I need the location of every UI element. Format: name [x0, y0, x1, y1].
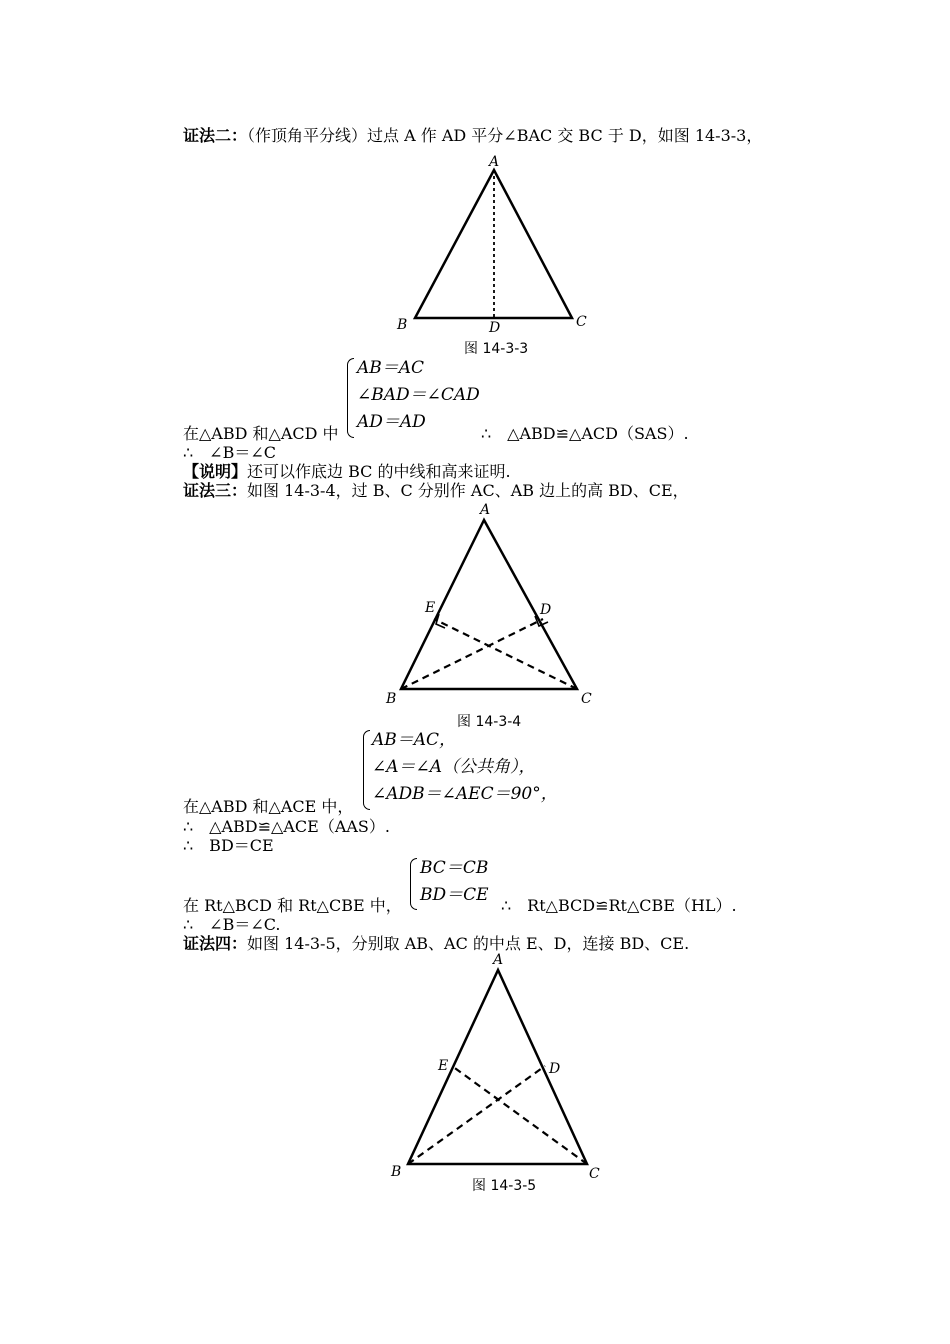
figure-14-3-5: [380, 950, 610, 1182]
proof3-conclusion-congruent: ∴ △ABD≌△ACE（AAS）.: [183, 817, 390, 836]
proof3-conclusion-angle: ∴ ∠B＝∠C.: [183, 915, 281, 934]
proof3-in-text: 在△ABD 和△ACE 中，: [183, 797, 354, 816]
label-c: C: [589, 1166, 600, 1182]
proof3-conclusion-seg: ∴ BD＝CE: [183, 836, 274, 855]
proof3-system2-row: BC＝CB: [420, 858, 489, 878]
proof2-system-row: AB＝AC: [357, 358, 425, 378]
proof2-system-row: ∠BAD＝∠CAD: [357, 385, 480, 405]
figure-14-3-4-caption: 图 14-3-4: [457, 714, 522, 730]
proof3-in-text-2: 在 Rt△BCD 和 Rt△CBE 中，: [183, 896, 402, 915]
label-c: C: [581, 691, 592, 707]
label-a: A: [480, 502, 491, 518]
note-line: [183, 462, 511, 482]
proof2-in-text: 在△ABD 和△ACD 中: [183, 424, 339, 443]
proof2-system: [357, 355, 480, 436]
label-a: A: [489, 154, 500, 170]
proof3-system-row: AB＝AC，: [372, 730, 457, 750]
proof2-conclusion-congruent: ∴ △ABD≌△ACD（SAS）.: [481, 424, 689, 443]
label-b: B: [391, 1164, 402, 1180]
proof2-brace: [347, 358, 354, 438]
proof4-heading: 证法四：: [183, 934, 248, 953]
label-b: B: [386, 691, 397, 707]
proof2-intro: （作顶角平分线）过点 A 作 AD 平分∠BAC 交 BC 于 D，如图 14-3-3，: [247, 126, 763, 145]
proof3-system-row: ∠A＝∠A（公共角），: [372, 757, 536, 777]
note-heading: 【说明】: [183, 462, 248, 481]
figure-14-3-3: [380, 150, 600, 335]
figure-14-3-5-caption: 图 14-3-5: [472, 1178, 537, 1194]
label-c: C: [576, 314, 587, 330]
label-d: D: [489, 320, 501, 336]
label-b: B: [397, 317, 408, 333]
label-d: D: [549, 1061, 561, 1077]
proof2-system-row: AD＝AD: [357, 412, 426, 432]
proof3-heading: 证法三：: [183, 481, 248, 500]
proof2-conclusion-angle: ∴ ∠B＝∠C: [183, 443, 276, 462]
label-d: D: [540, 602, 552, 618]
proof3-brace: [363, 730, 370, 810]
figure-14-3-4: [380, 500, 600, 710]
proof3-brace-2: [410, 858, 417, 910]
note-text: 还可以作底边 BC 的中线和高来证明.: [247, 462, 511, 481]
proof3-system2-row: BD＝CE: [420, 885, 489, 905]
proof3-system-2: [420, 855, 489, 909]
altitude-ce: [434, 619, 577, 689]
label-e: E: [438, 1058, 449, 1074]
proof2-heading: 证法二：: [183, 126, 248, 145]
proof2-intro-line: [183, 126, 762, 146]
median-ce: [452, 1066, 587, 1164]
proof3-conclusion-rt: ∴ Rt△BCD≌Rt△CBE（HL）.: [501, 896, 737, 915]
figure-14-3-3-caption: 图 14-3-3: [464, 341, 529, 357]
median-bd: [408, 1066, 545, 1164]
label-e: E: [425, 600, 436, 616]
altitude-bd: [401, 619, 543, 689]
proof4-intro: 如图 14-3-5，分别取 AB、AC 的中点 E、D，连接 BD、CE.: [247, 934, 690, 953]
proof3-system: [372, 727, 558, 808]
proof3-intro: 如图 14-3-4，过 B、C 分别作 AC、AB 边上的高 BD、CE，: [247, 481, 689, 500]
proof3-intro-line: [183, 481, 689, 501]
label-a: A: [493, 952, 504, 968]
proof3-system-row: ∠ADB＝∠AEC＝90°，: [372, 784, 558, 804]
